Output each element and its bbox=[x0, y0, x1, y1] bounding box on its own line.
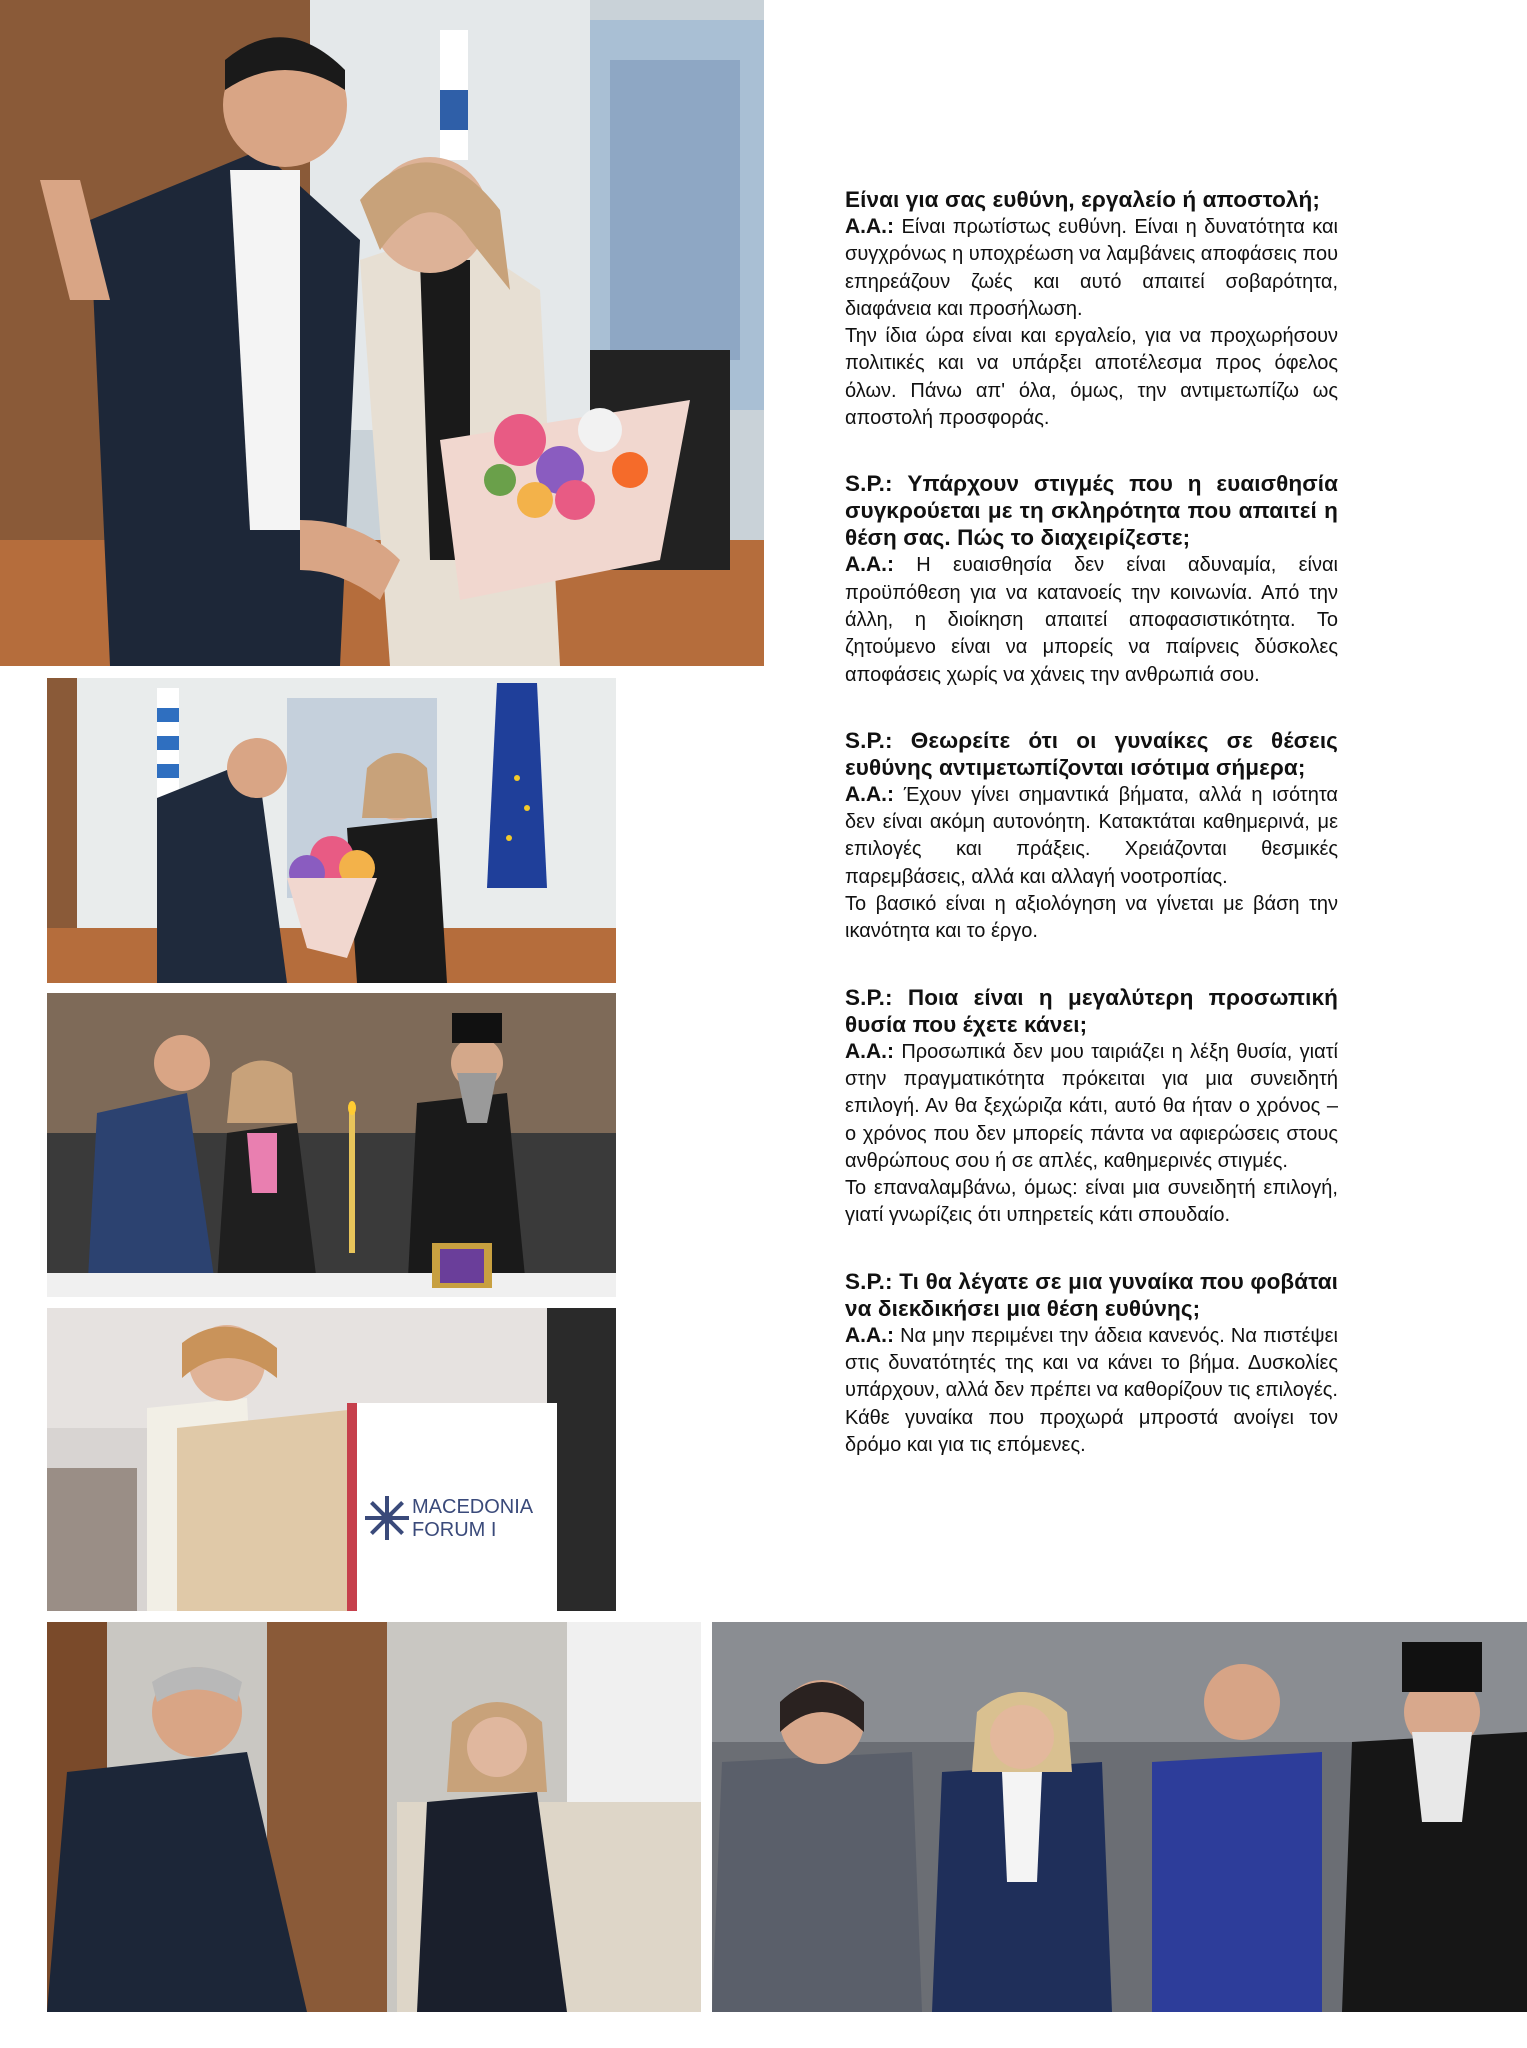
answer-2 bbox=[845, 551, 1338, 688]
answer-3-para-1: Έχουν γίνει σημαντικά βήματα, αλλά η ισότητα δεν είναι ακόμη αυτονόητη. Κατακτάται καθημερινά, με επιλογές και πράξεις. Χρειάζονται θεσμικές παρεμβάσεις, αλλά και αλλαγή νοοτροπίας. bbox=[845, 783, 1338, 888]
answer-2-para-1: Η ευαισθησία δεν είναι αδυναμία, είναι προϋπόθεση για να κατανοείς την κοινωνία. Από την άλλη, η διοίκηση απαιτεί αποφασιστικότητα. Το ζητούμενο είναι να μπορείς να παίρνεις δύσκολες αποφάσεις χωρίς να χάνεις την ανθρωπιά σου. bbox=[845, 554, 1338, 686]
question-2: S.P.: Υπάρχουν στιγμές που η ευαισθησία συγκρούεται με τη σκληρότητα που απαιτεί η θέση σας. Πώς το διαχειρίζεστε; bbox=[845, 471, 1338, 551]
answer-2-prefix: Α.Α.: bbox=[845, 553, 894, 577]
answer-3 bbox=[845, 781, 1338, 946]
qa-block-4 bbox=[845, 984, 1338, 1230]
photo-sofa-meeting bbox=[47, 1622, 701, 2012]
answer-5-para-1: Να μην περιμένει την άδεια κανενός. Να πιστέψει στις δυνατότητές της και να κάνει το βήμα. Δυσκολίες υπάρχουν, αλλά δεν πρέπει να καθορίζουν τις επιλογές. Κάθε γυναίκα που προχωρά μπροστά ανοίγει τον δρόμο και για τις επόμενες. bbox=[845, 1324, 1338, 1456]
question-1: Είναι για σας ευθύνη, εργαλείο ή αποστολή; bbox=[845, 187, 1320, 212]
answer-1-prefix: Α.Α.: bbox=[845, 215, 894, 238]
answer-4-prefix: Α.Α.: bbox=[845, 1039, 894, 1063]
photo-flowers-office bbox=[0, 0, 764, 666]
qa-block-3 bbox=[845, 727, 1338, 946]
answer-3-para-2: Το βασικό είναι η αξιολόγηση να γίνεται με βάση την ικανότητα και το έργο. bbox=[845, 893, 1338, 943]
question-3: S.P.: Θεωρείτε ότι οι γυναίκες σε θέσεις ευθύνης αντιμετωπίζονται ισότιμα σήμερα; bbox=[845, 727, 1338, 780]
qa-block-5 bbox=[845, 1268, 1338, 1459]
answer-1-para-2: Την ίδια ώρα είναι και εργαλείο, για να προχωρήσουν πολιτικές και να υπάρξει αποτέλεσμα προς όφελος όλων. Πάνω απ' όλα, όμως, την αντιμετωπίζω ως αποστολή προσφοράς. bbox=[845, 325, 1338, 430]
photo-flags-bouquet bbox=[47, 678, 616, 983]
answer-3-prefix: Α.Α.: bbox=[845, 782, 894, 806]
answer-4-para-2: Το επαναλαμβάνω, όμως: είναι μια συνειδητή επιλογή, γιατί γνωρίζεις ότι υπηρετείς κάτι σπουδαίο. bbox=[845, 1177, 1338, 1227]
star-logo-icon bbox=[365, 1496, 409, 1540]
photo-podium-speech bbox=[47, 1308, 616, 1611]
answer-4 bbox=[845, 1038, 1338, 1230]
answer-5-prefix: Α.Α.: bbox=[845, 1323, 894, 1347]
answer-1-para-1: Είναι πρωτίστως ευθύνη. Είναι η δυνατότητα και συγχρόνως η υποχρέωση να λαμβάνεις αποφάσεις που επηρεάζουν ζωές και αυτό απαιτεί σοβαρότητα, διαφάνεια και προσήλωση. bbox=[845, 216, 1339, 320]
answer-4-para-1: Προσωπικά δεν μου ταιριάζει η λέξη θυσία, γιατί στην πραγματικότητα πρόκειται για μια συνειδητή επιλογή. Αν θα ξεχώριζα κάτι, αυτό θα ήταν ο χρόνος – ο χρόνος που δεν μπορείς πάντα να αφιερώσεις στους ανθρώπους σου ή σε απλές, καθημερινές στιγμές. bbox=[845, 1040, 1338, 1172]
answer-5 bbox=[845, 1322, 1338, 1459]
photo-audience-seated bbox=[712, 1622, 1527, 2012]
photo-event-candle bbox=[47, 993, 616, 1297]
qa-block-1 bbox=[845, 186, 1338, 432]
podium-logo-subtext: FORUM I bbox=[412, 1519, 497, 1541]
question-5: S.P.: Τι θα λέγατε σε μια γυναίκα που φοβάται να διεκδικήσει μια θέση ευθύνης; bbox=[845, 1268, 1338, 1321]
qa-block-2 bbox=[845, 470, 1338, 688]
question-4: S.P.: Ποια είναι η μεγαλύτερη προσωπική θυσία που έχετε κάνει; bbox=[845, 984, 1338, 1037]
podium-logo-text: MACEDONIA bbox=[412, 1496, 534, 1518]
interview-article bbox=[845, 186, 1338, 1497]
answer-1 bbox=[845, 213, 1338, 432]
